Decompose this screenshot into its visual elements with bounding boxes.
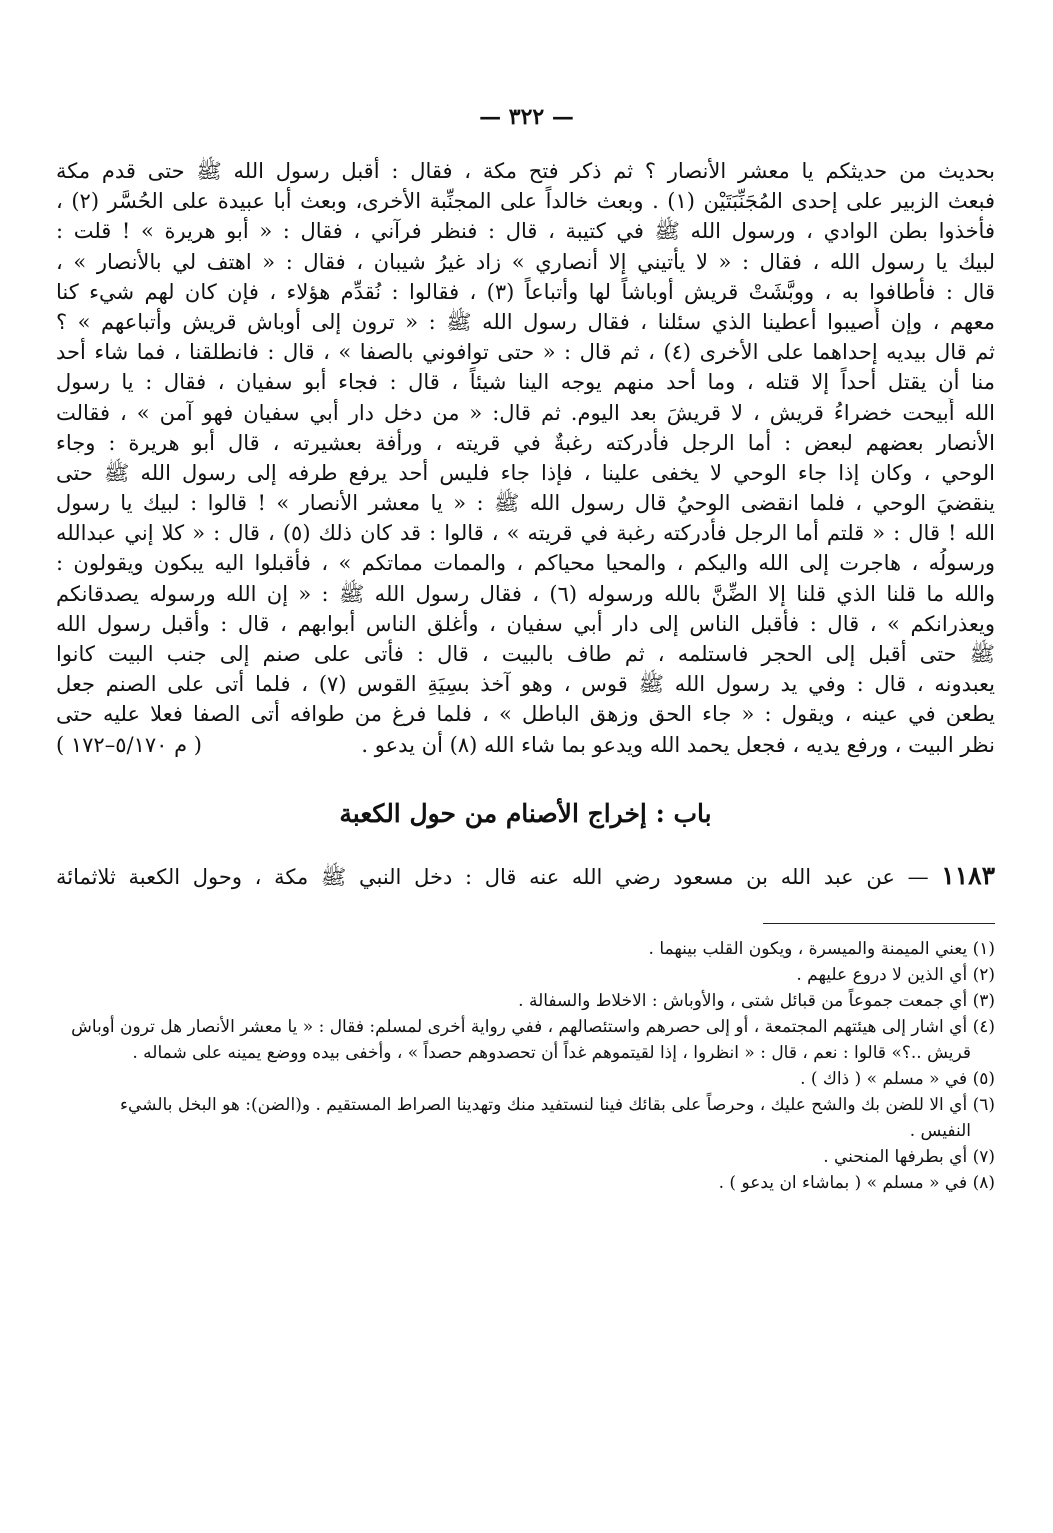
- hadith-number: ١١٨٣: [941, 860, 995, 890]
- main-text: [56, 156, 995, 730]
- hadith-opening: [56, 860, 995, 893]
- text-line: فأخذوا بطن الوادي ، ورسول الله ﷺ في كتيبة ، قال : فنظر فرآني ، فقال : « أبو هريرة » ! قلت :: [56, 219, 995, 244]
- text-line: يعبدونه ، قال : وفي يد رسول الله ﷺ قوس ، وهو آخذ بسِيَةِ القوس (٧) ، فلما أتى على الصنم جعل: [56, 672, 995, 697]
- footnote: (٧) أي بطرفها المنحني .: [823, 1146, 995, 1167]
- closing-line-text: نظر البيت ، ورفع يديه ، فجعل يحمد الله ويدعو بما شاء الله (٨) أن يدعو .: [361, 732, 995, 757]
- text-line: ثم قال بيديه إحداهما على الأخرى (٤) ، ثم قال : « حتى توافوني بالصفا » ، قال : فانطلقنا ، فما شاء أحد: [56, 340, 995, 365]
- text-line: الوحي ، وكان إذا جاء الوحي لا يخفى علينا ، فإذا جاء فليس أحد يرفع طرفه إلى رسول الله ﷺ حتى: [56, 460, 995, 485]
- footnote: (٥) في « مسلم » ( ذاك ) .: [800, 1068, 995, 1089]
- hadith-text: — عن عبد الله بن مسعود رضي الله عنه قال : دخل النبي ﷺ مكة ، وحول الكعبة ثلاثمائة: [56, 864, 929, 889]
- text-line: ينقضيَ الوحي ، فلما انقضى الوحيُ قال رسول الله ﷺ : « يا معشر الأنصار » ! قالوا : لبيك يا رسول: [56, 491, 995, 516]
- footnote: (١) يعني الميمنة والميسرة ، ويكون القلب بينهما .: [648, 938, 995, 959]
- text-line: قال : فأطافوا به ، ووبَّشَتْ قريش أوباشاً لها وأتباعاً (٣) ، فقالوا : نُقدِّم هؤلاء ، فإن كان لهم شيء كنا: [56, 279, 995, 304]
- chapter-heading: باب : إخراج الأصنام من حول الكعبة: [339, 798, 712, 828]
- page-number: — ٣٢٢ —: [479, 104, 574, 130]
- footnote-divider: [763, 923, 995, 924]
- footnote: (٢) أي الذين لا دروع عليهم .: [796, 964, 995, 985]
- text-line: ﷺ حتى أقبل إلى الحجر فاستلمه ، ثم طاف بالبيت ، قال : فأتى على صنم إلى جنب البيت كانوا: [56, 642, 995, 666]
- source-reference: ( م ٥/١٧٠–١٧٢ ): [56, 732, 202, 757]
- text-line: معهم ، وإن أُصيبوا أعطينا الذي سئلنا ، فقال رسول الله ﷺ : « ترون إلى أوباش قريش وأتباعهم » ؟: [56, 309, 995, 334]
- text-line: فبعث الزبير على إحدى المُجَنِّبَتَيْن (١) . وبعث خالداً على المجنِّبة الأخرى، وبعث أبا عبيدة على الحُسَّر (٢) ،: [56, 189, 995, 214]
- footnote: (٦) أي الا للضن بك والشح عليك ، وحرصاً على بقائك فينا لنستفيد منك وتهدينا الصراط المستقيم . و(الضن): هو البخل بالشيء: [120, 1094, 995, 1115]
- text-line: يطعن في عينه ، ويقول : « جاء الحق وزهق الباطل » ، فلما فرغ من طوافه أتى الصفا فعلا عليه حتى: [56, 702, 995, 727]
- closing-line: [56, 730, 995, 760]
- footnote: (٤) أي اشار إلى هيئتهم المجتمعة ، أو إلى حصرهم واستئصالهم ، ففي رواية أخرى لمسلم: فقال : « يا معشر الأنصار هل ترون أوباش: [71, 1016, 995, 1037]
- footnotes: [56, 936, 995, 1196]
- text-line: منا أن يقتل أحداً إلا قتله ، وما أحد منهم يوجه الينا شيئاً ، قال : فجاء أبو سفيان ، فقال : يا رسول: [56, 370, 995, 395]
- text-line: الأنصار بعضهم لبعض : أما الرجل فأدركته رغبةٌ في قريته ، ورأفة بعشيرته ، قال أبو هريرة : وجاء: [56, 430, 995, 455]
- footnote: (٣) أي جمعت جموعاً من قبائل شتى ، والأوباش : الاخلاط والسفالة .: [518, 990, 995, 1011]
- text-line: والله ما قلنا الذي قلنا إلا الضِّنَّ بالله ورسوله (٦) ، فقال رسول الله ﷺ : « إن الله ورسوله يصدقانكم: [56, 581, 995, 606]
- footnote: (٨) في « مسلم » ( بماشاء ان يدعو ) .: [718, 1172, 995, 1193]
- text-line: ويعذرانكم » ، قال : فأقبل الناس إلى دار أبي سفيان ، وأغلق الناس أبوابهم ، قال : وأقبل رسول الله: [56, 611, 995, 636]
- text-line: ورسولُه ، هاجرت إلى الله واليكم ، والمحيا محياكم ، والممات مماتكم » ، فأقبلوا اليه يبكون ويقولون :: [56, 551, 995, 576]
- text-line: لبيك يا رسول الله ، فقال : « لا يأتيني إلا أنصاري » زاد غيرُ شيبان ، فقال : « اهتف لي بالأنصار » ،: [56, 249, 995, 274]
- footnote-continuation: قريش ..؟» قالوا : نعم ، قال : « انظروا ، إذا لقيتموهم غداً أن تحصدوهم حصداً » ، وأخفى بيده ووضع يمينه على شماله .: [132, 1042, 971, 1063]
- text-line: الله أُبيحت خضراءُ قريش ، لا قريشَ بعد اليوم. ثم قال: « من دخل دار أبي سفيان فهو آمن » ، فقالت: [56, 400, 995, 425]
- footnote-continuation: النفيس .: [909, 1120, 971, 1141]
- text-line: الله ! قال : « قلتم أما الرجل فأدركته رغبة في قريته » ، قالوا : قد كان ذلك (٥) ، قال : « كلا إني عبدالله: [56, 521, 995, 546]
- text-line: بحديث من حديثكم يا معشر الأنصار ؟ ثم ذكر فتح مكة ، فقال : أقبل رسول الله ﷺ حتى قدم مكة: [56, 159, 995, 183]
